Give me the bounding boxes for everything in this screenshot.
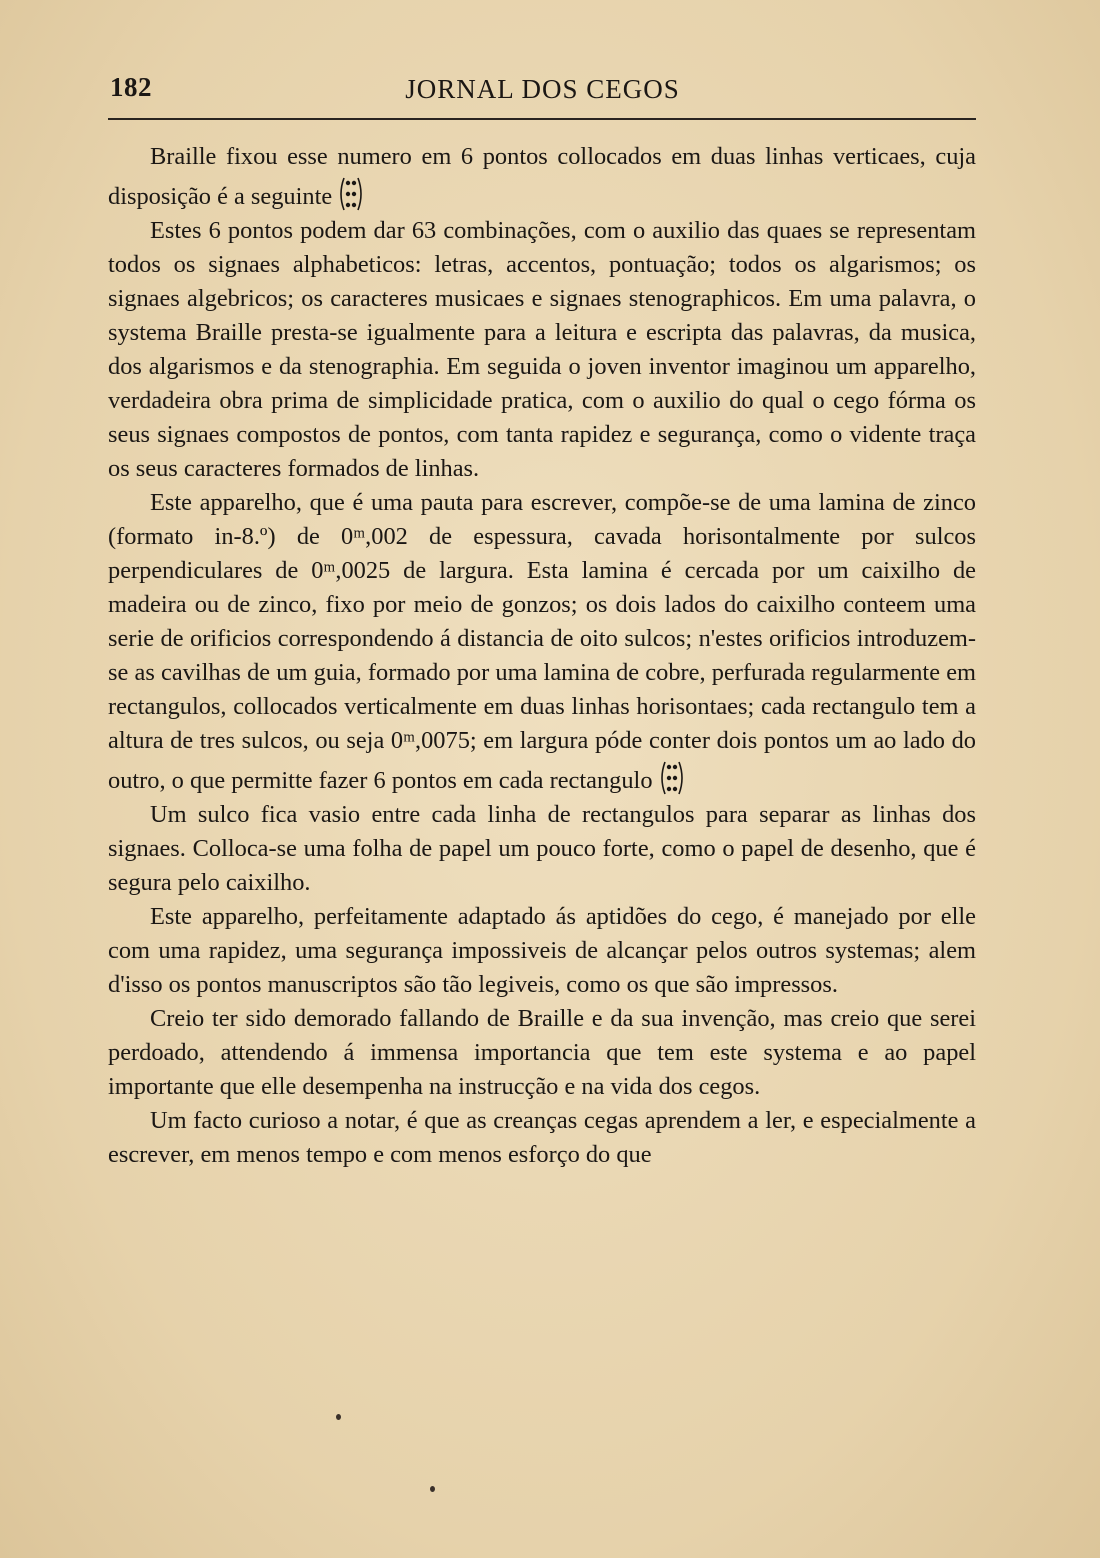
paragraph-text: Braille fixou esse numero em 6 pontos collocados em duas linhas verticaes, cuja disposição é a seguinte bbox=[108, 143, 976, 210]
ink-speck bbox=[430, 1486, 435, 1492]
body-text bbox=[108, 140, 976, 1172]
running-title: JORNAL DOS CEGOS bbox=[405, 74, 680, 104]
paragraph-creio: Creio ter sido demorado fallando de Braille e da sua invenção, mas creio que serei perdoado, attendendo á immensa importancia que tem este systema e ao papel importante que elle desempenha na instrucção e na vida dos cegos. bbox=[108, 1005, 976, 1100]
paragraph-adapted: Este apparelho, perfeitamente adaptado ás aptidões do cego, é manejado por elle com uma rapidez, uma segurança impossiveis de alcançar pelos outros systemas; alem d'isso os pontos manuscriptos são tão legiveis, como os que são impressos. bbox=[108, 903, 976, 998]
paragraph-braille-intro bbox=[108, 140, 976, 214]
paragraph-sulco: Um sulco fica vasio entre cada linha de rectangulos para separar as linhas dos signaes. Colloca-se uma folha de papel um pouco forte, como o papel de desenho, que é segura pelo caixilho. bbox=[108, 801, 976, 896]
paragraph-combinations: Estes 6 pontos podem dar 63 combinações, com o auxilio das quaes se representam todos os signaes alphabeticos: letras, accentos, pontuação; todos os algarismos; os signaes algebricos; os caracteres musicaes e signaes stenographicos. Em uma palavra, o systema Braille presta-se igualmente para a leitura e escripta das palavras, da musica, dos algarismos e da stenographia. Em seguida o joven inventor imaginou um apparelho, verdadeira obra prima de simplicidade pratica, com o auxilio do qual o cego fórma os seus signaes compostos de pontos, com tanta rapidez e segurança, como o vidente traça os seus caracteres formados de linhas. bbox=[108, 217, 976, 482]
paragraph-apparatus bbox=[108, 486, 976, 798]
header-rule bbox=[108, 118, 976, 120]
braille-six-dot-cell-icon bbox=[336, 174, 366, 214]
braille-six-dot-cell-icon bbox=[657, 758, 687, 798]
page-header bbox=[110, 68, 975, 108]
paragraph-text: Este apparelho, que é uma pauta para escrever, compõe-se de uma lamina de zinco (formato in-8.º) de 0ᵐ,002 de espessura, cavada horisontalmente por sulcos perpendiculares de 0ᵐ,0025 de largura. Esta lamina é cercada por um caixilho de madeira ou de zinco, fixo por meio de gonzos; os dois lados do caixilho conteem uma serie de orificios correspondendo á distancia de oito sulcos; n'estes orificios introduzem-se as cavilhas de um guia, formado por uma lamina de cobre, perfurada regularmente em rectangulos, collocados verticalmente em duas linhas horisontaes; cada rectangulo tem a altura de tres sulcos, ou seja 0ᵐ,0075; em largura póde conter dois pontos um ao lado do outro, o que permitte fazer 6 pontos em cada rectangulo bbox=[108, 489, 976, 794]
ink-speck bbox=[336, 1414, 341, 1420]
paragraph-facto-curioso: Um facto curioso a notar, é que as creanças cegas aprendem a ler, e especialmente a escrever, em menos tempo e com menos esforço do que bbox=[108, 1107, 976, 1168]
page-number: 182 bbox=[110, 72, 152, 102]
